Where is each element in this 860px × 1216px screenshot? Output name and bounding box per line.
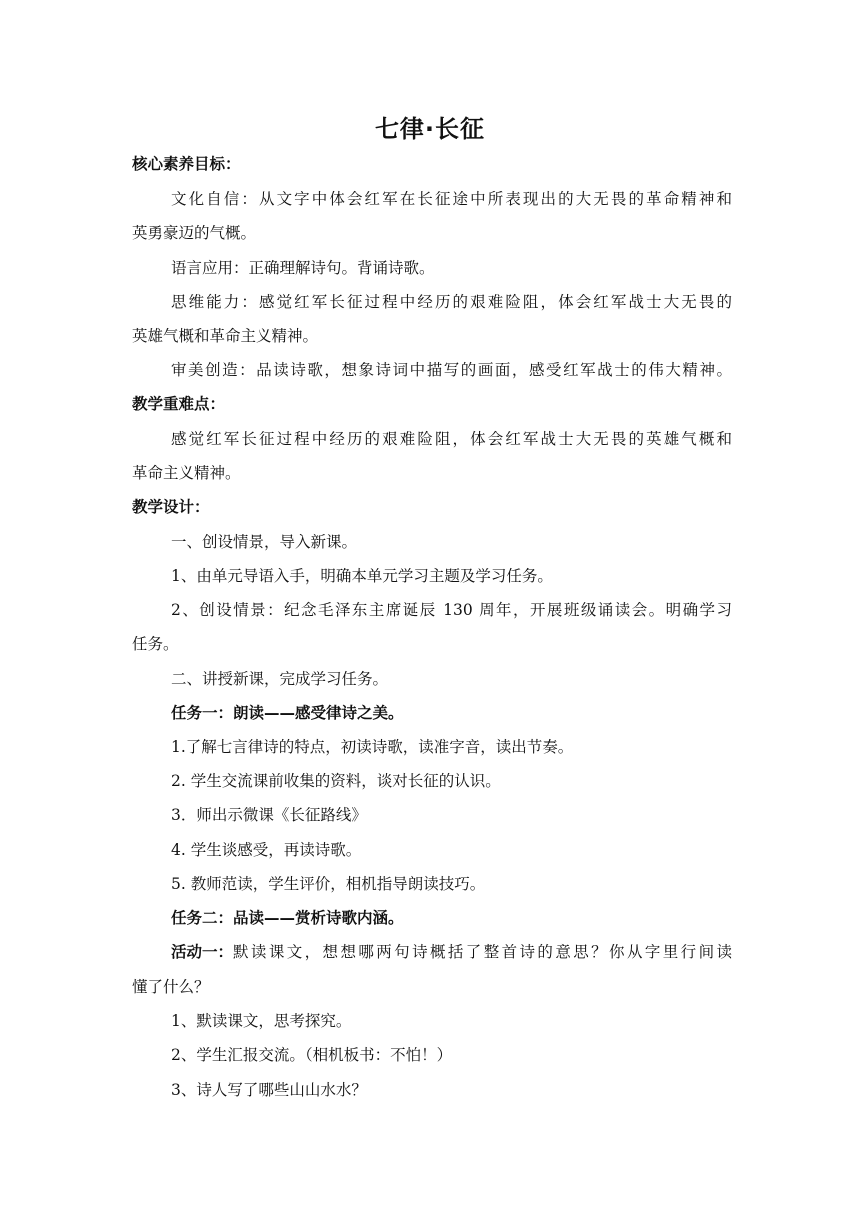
language-application: 语言应用：正确理解诗句。背诵诗歌。: [171, 259, 435, 277]
core-goals-heading: 核心素养目标：: [132, 155, 241, 173]
activity-1-label: 活动一：: [171, 943, 234, 961]
aesthetic-creation: 审美创造：品读诗歌，想象诗词中描写的画面，感受红军战士的伟大精神。: [171, 361, 732, 379]
task-1-item-1: 1.了解七言律诗的特点，初读诗歌，读准字音，读出节奏。: [171, 738, 574, 756]
activity-1-item-2: 2、学生汇报交流。（相机板书：不怕！）: [171, 1046, 453, 1064]
task-1-item-3: 3．师出示微课《长征路线》: [171, 806, 367, 824]
activity-1-line-2: 懂了什么？: [132, 978, 210, 996]
key-points-heading: 教学重难点：: [132, 395, 226, 413]
activity-1-item-3: 3、诗人写了哪些山山水水？: [171, 1081, 367, 1099]
step-1-item-2-line-2: 任务。: [132, 635, 179, 653]
thinking-ability-line-2: 英雄气概和革命主义精神。: [132, 327, 319, 345]
culture-confidence-line-2: 英勇豪迈的气概。: [132, 224, 257, 242]
task-2-heading: 任务二：品读——赏析诗歌内涵。: [171, 909, 404, 927]
activity-1-text: 默读课文，想想哪两句诗概括了整首诗的意思？你从字里行间读: [233, 943, 732, 961]
task-1-item-4: 4. 学生谈感受，再读诗歌。: [171, 841, 362, 859]
culture-confidence-line-1: 文化自信：从文字中体会红军在长征途中所表现出的大无畏的革命精神和: [171, 190, 732, 208]
thinking-ability-line-1: 思维能力：感觉红军长征过程中经历的艰难险阻，体会红军战士大无畏的: [171, 293, 732, 311]
step-1-item-2-line-1: 2、创设情景：纪念毛泽东主席诞辰 130 周年，开展班级诵读会。明确学习: [171, 601, 732, 619]
task-1-item-5: 5. 教师范读，学生评价，相机指导朗读技巧。: [171, 875, 486, 893]
design-heading: 教学设计：: [132, 498, 210, 516]
activity-1-line-1: [171, 941, 732, 963]
step-1-item-1: 1、由单元导语入手，明确本单元学习主题及学习任务。: [171, 567, 553, 585]
step-2: 二、讲授新课，完成学习任务。: [171, 670, 389, 688]
task-1-item-2: 2. 学生交流课前收集的资料，谈对长征的认识。: [171, 772, 501, 790]
document-title: 七律·长征: [374, 115, 486, 143]
activity-1-item-1: 1、默读课文，思考探究。: [171, 1012, 352, 1030]
step-1: 一、创设情景，导入新课。: [171, 533, 358, 551]
key-points-line-1: 感觉红军长征过程中经历的艰难险阻，体会红军战士大无畏的英雄气概和: [171, 430, 732, 448]
key-points-line-2: 革命主义精神。: [132, 464, 241, 482]
task-1-heading: 任务一：朗读——感受律诗之美。: [171, 704, 404, 722]
